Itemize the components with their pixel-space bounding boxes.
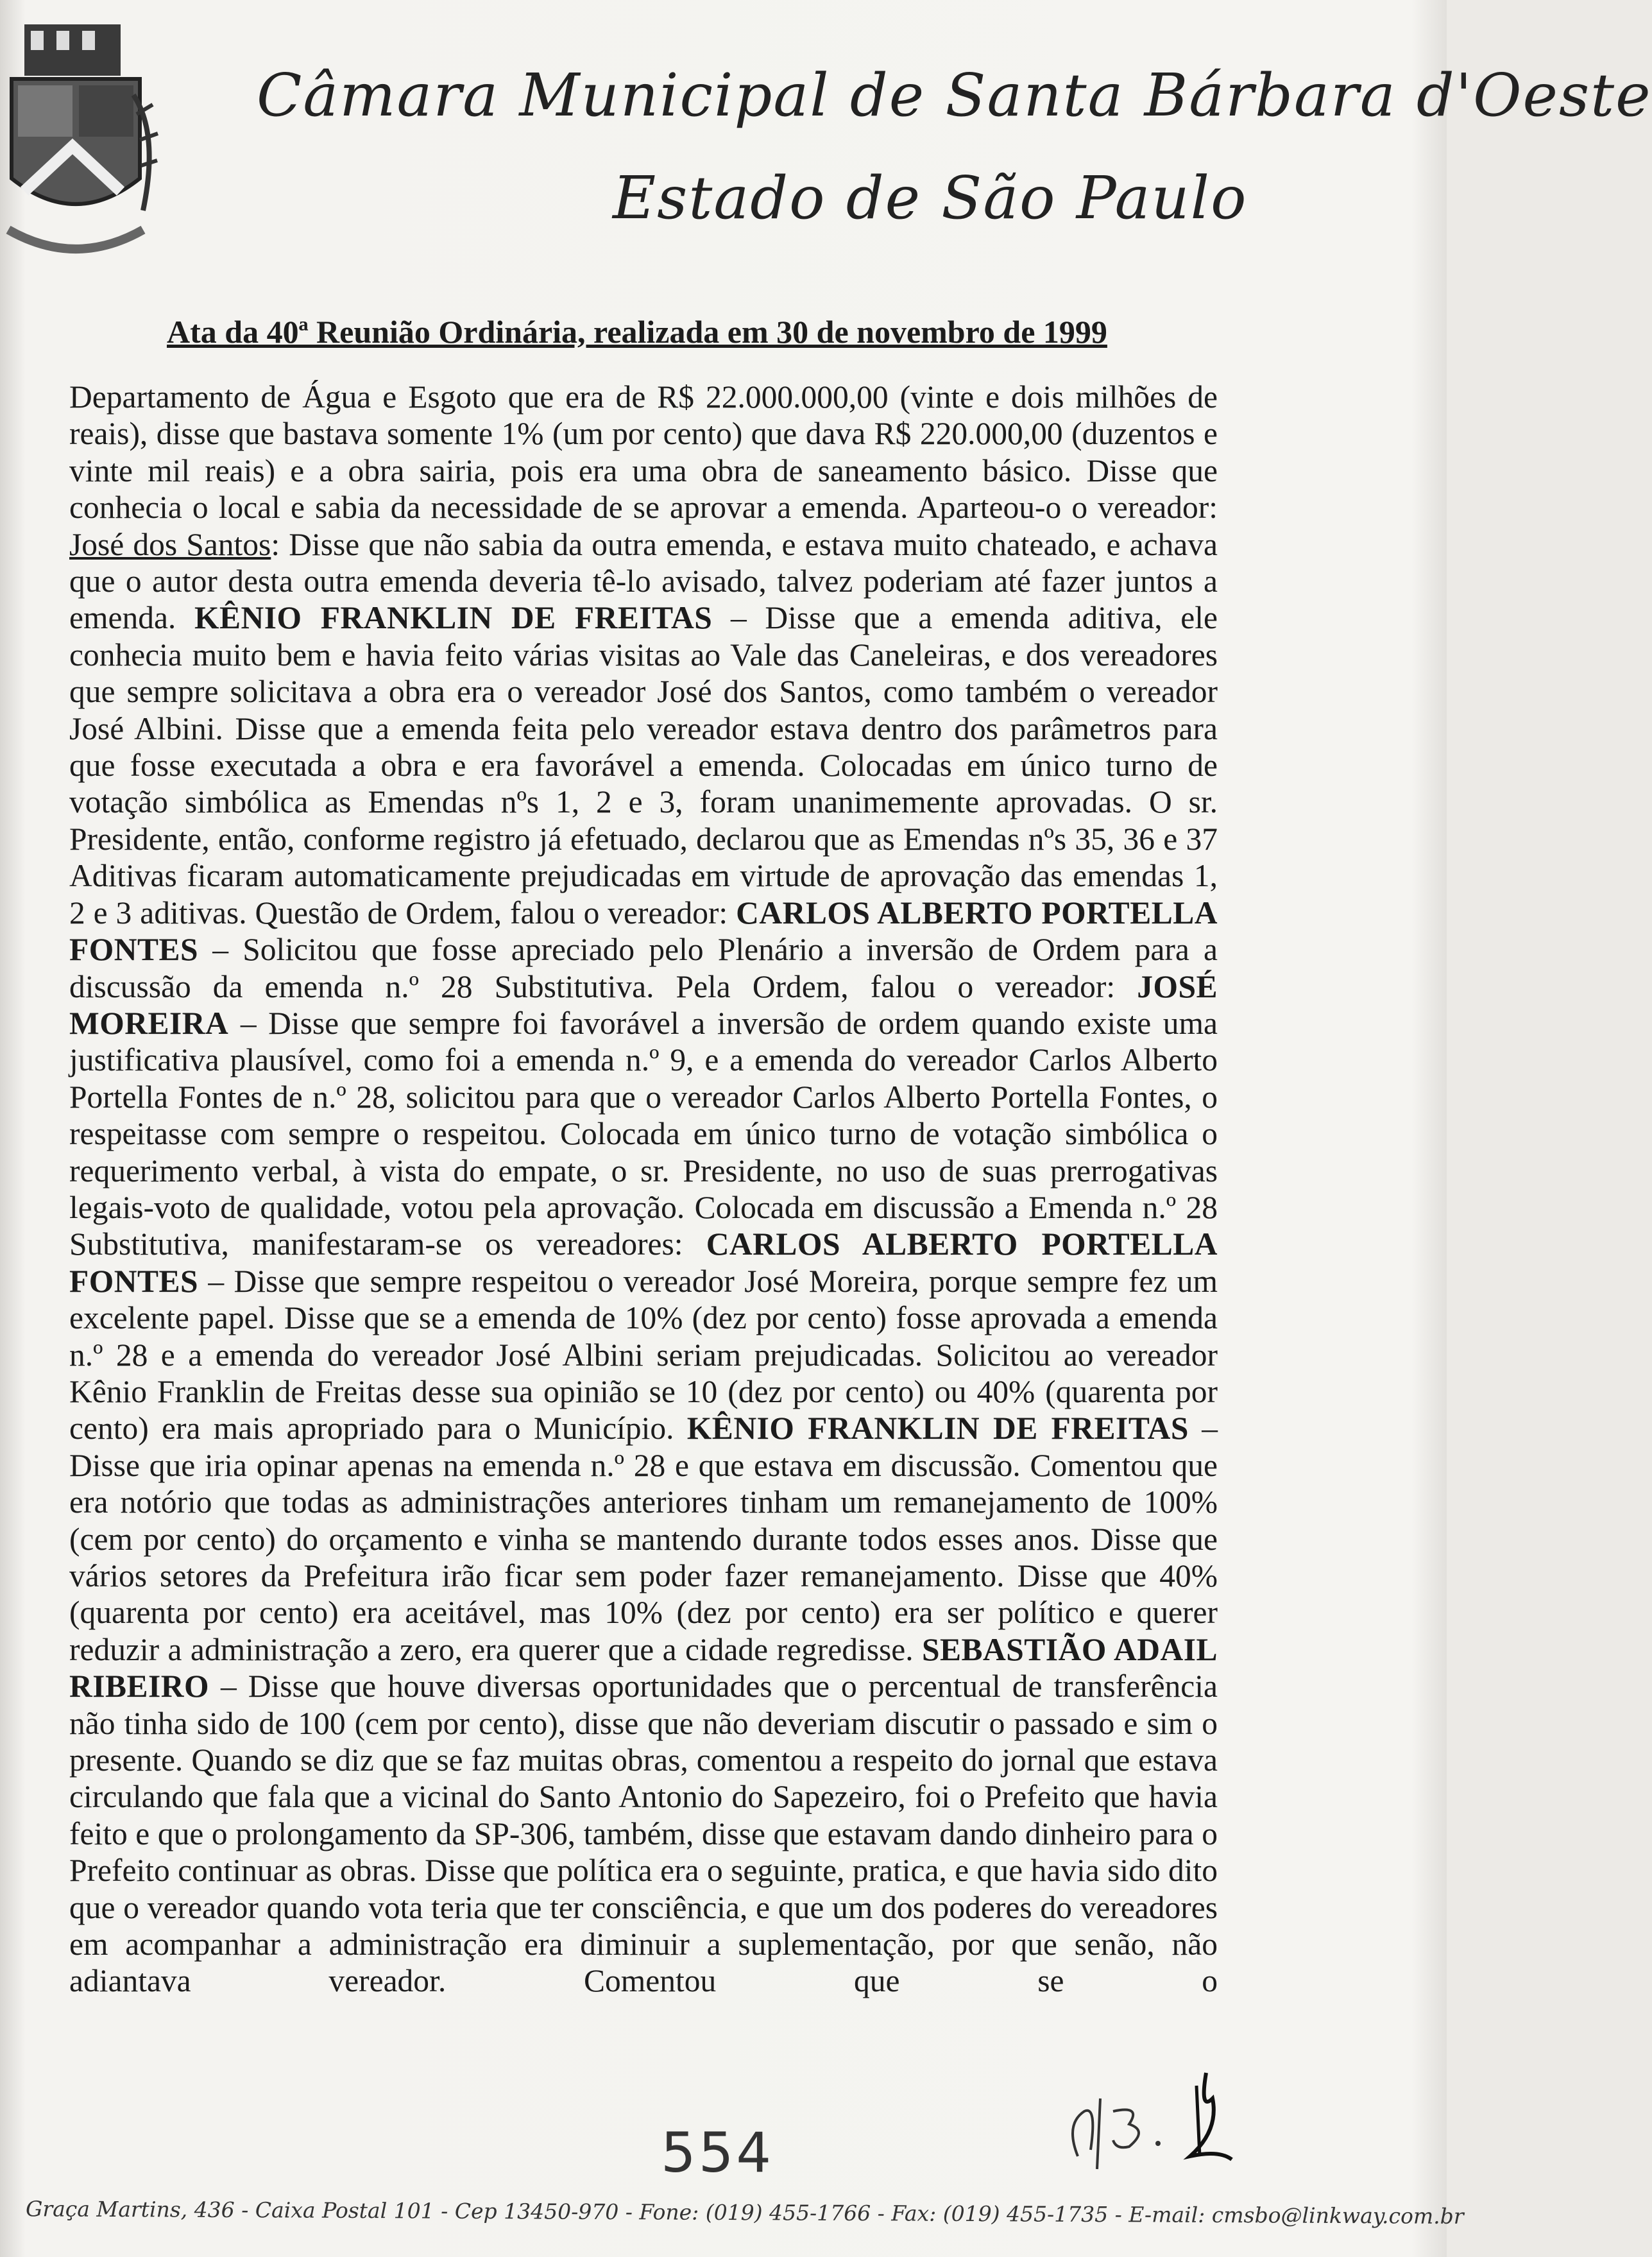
speaker-name: KÊNIO FRANKLIN DE FREITAS xyxy=(686,1411,1189,1446)
body-text: Departamento de Água e Esgoto que era de R$ 22.000.000,00 (vinte e dois milhões de reais), disse que bastava somente 1% (um por cento) que dava R$ 220.000,00 (duzentos e vinte mil reais) e a obra sairia, pois era uma obra de saneamento básico. Disse que conhecia o local e sabia da necessidade de se aprovar a emenda. Aparteou-o o vereador: xyxy=(69,379,1218,526)
municipal-coat-of-arms-icon xyxy=(5,18,166,275)
body-text: – Disse que sempre foi favorável a inversão de ordem quando existe uma justificativa plausível, como foi a emenda n.º 9, e a emenda do vereador Carlos Alberto Portella Fontes de n.º 28, solicitou para que o vereador Carlos Alberto Portella Fontes, o respeitasse com sempre o respeitou. Colocada em único turno de votação simbólica o requerimento verbal, à vista do empate, o sr. Presidente, no uso de suas prerrogativas legais-voto de qualidade, votou pela aprovação. Colocada em discussão a Emenda n.º 28 Substitutiva, manifestaram-se os vereadores: xyxy=(69,1005,1218,1262)
minutes-title: Ata da 40ª Reunião Ordinária, realizada em 30 de novembro de 1999 xyxy=(167,314,1107,350)
speaker-name: José dos Santos xyxy=(69,526,271,562)
page-number: 554 xyxy=(661,2121,774,2185)
handwritten-initials-icon xyxy=(1052,2060,1245,2175)
speaker-name: SEBASTIÃO ADAIL RIBEIRO xyxy=(69,1631,1218,1704)
state-name-heading: Estado de São Paulo xyxy=(613,164,1248,232)
council-name-heading: Câmara Municipal de Santa Bárbara d'Oeste xyxy=(257,61,1652,130)
speaker-name: CARLOS ALBERTO PORTELLA FONTES xyxy=(69,1226,1218,1299)
speaker-name: KÊNIO FRANKLIN DE FREITAS xyxy=(194,600,713,636)
body-text: : Disse que não sabia da outra emenda, e estava muito chateado, e achava que o autor desta outra emenda deveria tê-lo avisado, talvez poderiam até fazer juntos a emenda. xyxy=(69,526,1218,636)
minutes-body xyxy=(69,379,1218,2000)
speaker-name: JOSÉ MOREIRA xyxy=(69,968,1218,1041)
body-text: – Disse que sempre respeitou o vereador José Moreira, porque sempre fez um excelente papel. Disse que se a emenda de 10% (dez por cento) fosse aprovada a emenda n.º 28 e a emenda do vereador José Albini seriam prejudicadas. Solicitou ao vereador Kênio Franklin de Freitas desse sua opinião se 10 (dez por cento) ou 40% (quarenta por cento) era mais apropriado para o Município. xyxy=(69,1263,1218,1446)
body-text: – Disse que iria opinar apenas na emenda n.º 28 e que estava em discussão. Comentou que era notório que todas as administrações anteriores tinham um remanejamento de 100% (cem por cento) do orçamento e vinha se mantendo durante todos esses anos. Disse que vários setores da Prefeitura irão ficar sem poder fazer remanejamento. Disse que 40% (quarenta por cento) era aceitável, mas 10% (dez por cento) era ser político e querer reduzir a administração a zero, era querer que a cidade regredisse. xyxy=(69,1411,1218,1667)
body-text: – Disse que houve diversas oportunidades que o percentual de transferência não tinha sido de 100 (cem por cento), disse que não deveriam discutir o passado e sim o presente. Quando se diz que se faz muitas obras, comentou a respeito do jornal que estava circulando que fala que a vicinal do Santo Antonio do Sapezeiro, foi o Prefeito que havia feito e que o prolongamento da SP-306, também, disse que estavam dando dinheiro para o Prefeito continuar as obras. Disse que política era o seguinte, pratica, e que havia sido dito que o vereador quando vota teria que ter consciência, e que um dos poderes do vereadores em acompanhar a administração era diminuir a suplementação, por que senão, não adiantava vereador. Comentou que se o xyxy=(69,1669,1218,1999)
speaker-name: CARLOS ALBERTO PORTELLA FONTES xyxy=(69,895,1218,968)
body-text: – Solicitou que fosse apreciado pelo Plenário a inversão de Ordem para a discussão da emenda n.º 28 Substitutiva. Pela Ordem, falou o vereador: xyxy=(69,932,1218,1004)
address-footer: Graça Martins, 436 - Caixa Postal 101 - Cep 13450-970 - Fone: (019) 455-1766 - Fax: (019) 455-1735 - E-mail: cmsbo@linkway.com.br xyxy=(25,2196,1464,2229)
body-text: – Disse que a emenda aditiva, ele conhecia muito bem e havia feito várias visitas ao Vale das Caneleiras, e dos vereadores que sempre solicitava a obra era o vereador José dos Santos, como também o vereador José Albini. Disse que a emenda feita pelo vereador estava dentro dos parâmetros para que fosse executada a obra e era favorável a emenda. Colocadas em único turno de votação simbólica as Emendas nºs 1, 2 e 3, foram unanimemente aprovadas. O sr. Presidente, então, conforme registro já efetuado, declarou que as Emendas nºs 35, 36 e 37 Aditivas ficaram automaticamente prejudicadas em virtude de aprovação das emendas 1, 2 e 3 aditivas. Questão de Ordem, falou o vereador: xyxy=(69,600,1218,931)
